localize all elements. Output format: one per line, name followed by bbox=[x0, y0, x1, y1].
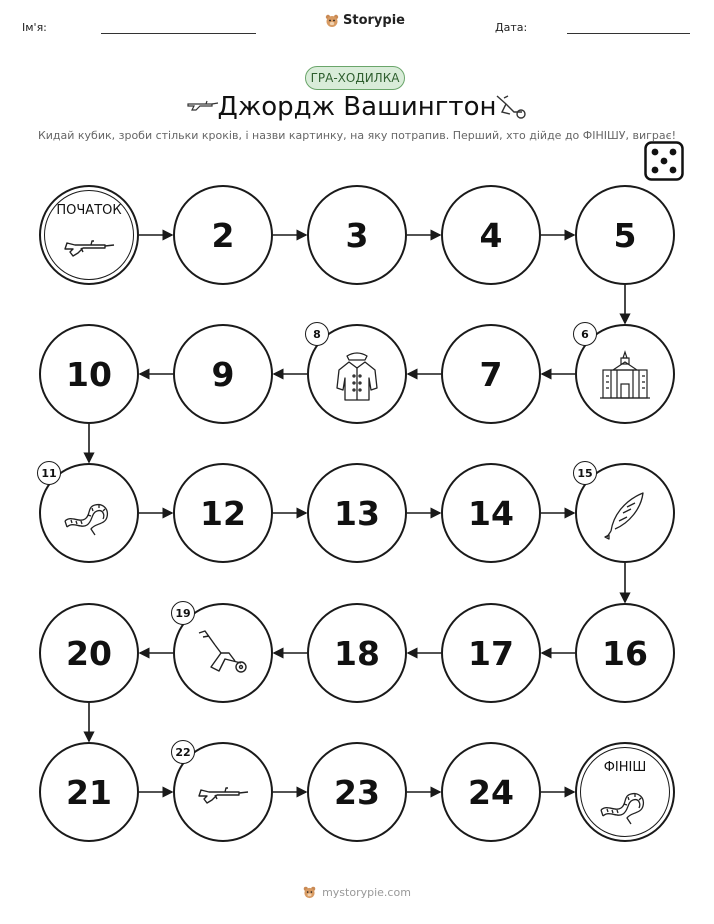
footer-url[interactable]: mystorypie.com bbox=[322, 886, 411, 899]
cell-number: 3 bbox=[345, 215, 369, 255]
board-cell bbox=[39, 603, 139, 703]
cell-number: 21 bbox=[66, 772, 112, 812]
board-cell bbox=[173, 742, 273, 842]
game-badge: ГРА-ХОДИЛКА bbox=[305, 66, 405, 90]
cell-number: 12 bbox=[200, 493, 246, 533]
board-cell bbox=[307, 742, 407, 842]
measuring-tape-icon bbox=[61, 487, 117, 543]
board-cell bbox=[441, 324, 541, 424]
name-line[interactable] bbox=[101, 33, 256, 34]
cell-number: 23 bbox=[334, 772, 380, 812]
board-cell bbox=[307, 463, 407, 563]
cell-number-badge: 19 bbox=[171, 601, 195, 625]
instructions: Кидай кубик, зроби стільки кроків, і назви картинку, на яку потрапив. Перший, хто дійде до ФІНІШУ, виграє! bbox=[37, 129, 677, 142]
board-cell bbox=[307, 603, 407, 703]
board-cell bbox=[307, 185, 407, 285]
cell-number: 14 bbox=[468, 493, 514, 533]
board-cell bbox=[39, 463, 139, 563]
board-cell bbox=[173, 185, 273, 285]
board-cell bbox=[575, 185, 675, 285]
board-cell bbox=[575, 463, 675, 563]
board-cell bbox=[173, 463, 273, 563]
title-musket-icon bbox=[186, 98, 220, 114]
board-cell bbox=[441, 185, 541, 285]
board-cell bbox=[441, 603, 541, 703]
building-icon bbox=[597, 348, 653, 404]
cell-number: 7 bbox=[479, 354, 503, 394]
cell-number-badge: 11 bbox=[37, 461, 61, 485]
cell-number-badge: 22 bbox=[171, 740, 195, 764]
finish-cell bbox=[575, 742, 675, 842]
page-title: Джордж Вашингтон bbox=[217, 92, 497, 122]
dice-icon bbox=[644, 141, 684, 181]
board-cell bbox=[441, 742, 541, 842]
board-cell bbox=[173, 603, 273, 703]
cell-number-badge: 8 bbox=[305, 322, 329, 346]
musket-icon bbox=[61, 219, 117, 271]
cell-number: 13 bbox=[334, 493, 380, 533]
board-cell bbox=[173, 324, 273, 424]
title-plow-icon bbox=[494, 94, 528, 120]
cell-number: 16 bbox=[602, 633, 648, 673]
cell-number: 18 bbox=[334, 633, 380, 673]
cell-number: 10 bbox=[66, 354, 112, 394]
brand-name: Storypie bbox=[343, 13, 405, 28]
cell-number: 17 bbox=[468, 633, 514, 673]
board-cell bbox=[39, 742, 139, 842]
board-cell bbox=[441, 463, 541, 563]
cell-number: 24 bbox=[468, 772, 514, 812]
finish-label: ФІНІШ bbox=[603, 760, 647, 775]
date-line[interactable] bbox=[567, 33, 690, 34]
start-label: ПОЧАТОК bbox=[56, 203, 122, 218]
board-cell bbox=[575, 324, 675, 424]
date-label: Дата: bbox=[495, 21, 528, 34]
plow-icon bbox=[195, 627, 251, 683]
coat-icon bbox=[329, 348, 385, 404]
musket-icon bbox=[195, 766, 251, 822]
cell-number-badge: 15 bbox=[573, 461, 597, 485]
measuring-tape-icon bbox=[597, 776, 653, 828]
name-label: Ім'я: bbox=[22, 21, 47, 34]
board-cell bbox=[575, 603, 675, 703]
quill-icon bbox=[597, 487, 653, 543]
cell-number: 5 bbox=[613, 215, 637, 255]
cell-number: 20 bbox=[66, 633, 112, 673]
cell-number: 4 bbox=[479, 215, 503, 255]
brand-logo bbox=[325, 13, 405, 28]
start-cell bbox=[39, 185, 139, 285]
board-cell bbox=[39, 324, 139, 424]
cell-number-badge: 6 bbox=[573, 322, 597, 346]
cell-number: 9 bbox=[211, 354, 235, 394]
bear-icon bbox=[325, 14, 339, 28]
bear-icon bbox=[303, 886, 316, 899]
board-cell bbox=[307, 324, 407, 424]
footer bbox=[0, 886, 714, 899]
cell-number: 2 bbox=[211, 215, 235, 255]
